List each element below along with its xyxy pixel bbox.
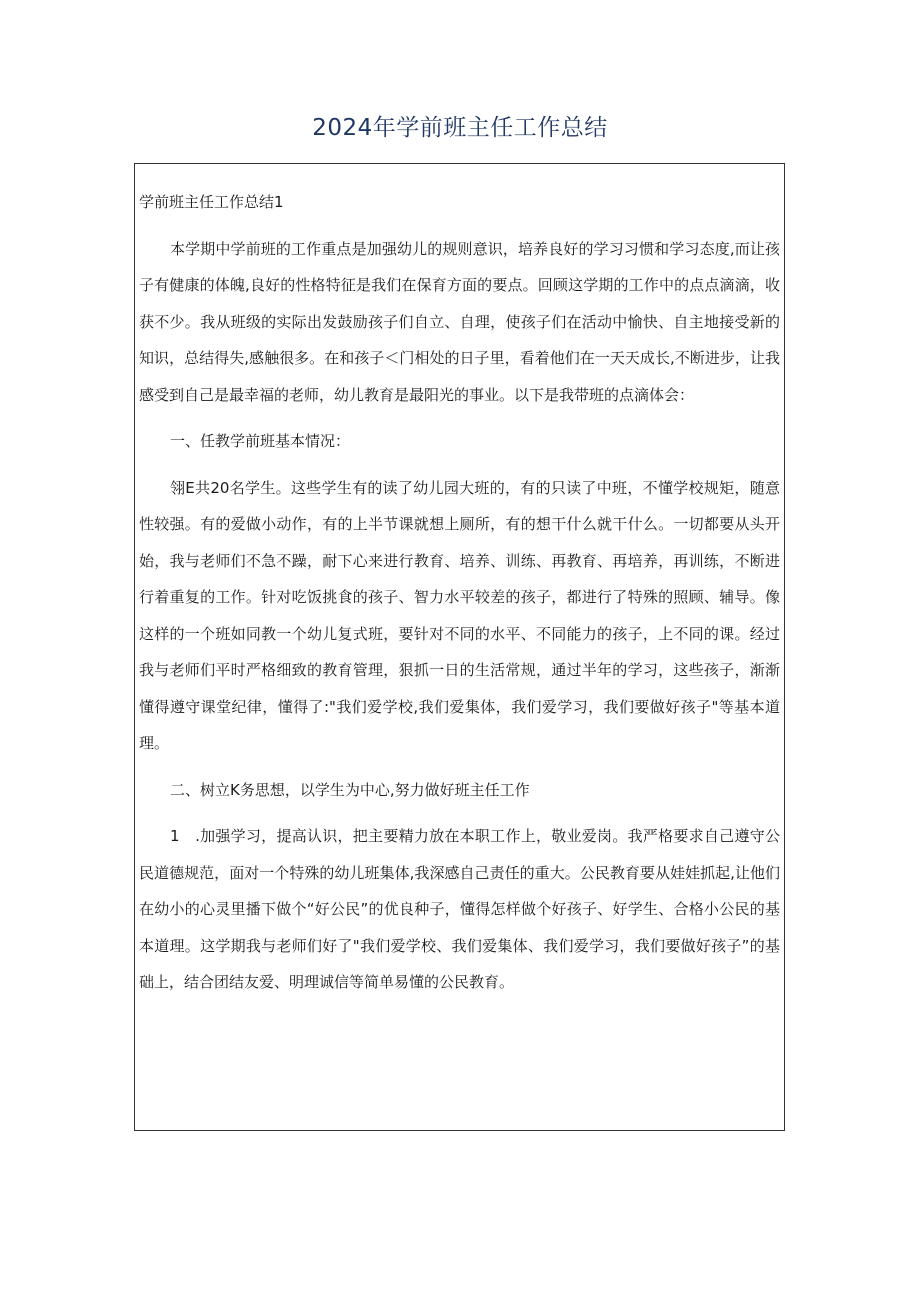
paragraph-study-item-1: 1 .加强学习，提高认识，把主要精力放在本职工作上，敬业爱岗。我严格要求自己遵守公民道德规范，面对一个特殊的幼儿班集体,我深感自己责任的重大。公民教育要从娃娃抓起,让他们在幼小的心灵里播下做个“好公民”的优良种子，懂得怎样做个好孩子、好学生、合格小公民的基本道理。这学期我与老师们好了"我们爱学校、我们爱集体、我们爱学习，我们要做好孩子”的基础上，结合团结友爱、明理诚信等简单易懂的公民教育。	[139, 827, 780, 991]
section-subtitle: 学前班主任工作总结1	[139, 193, 284, 211]
document-title: 2024年学前班主任工作总结	[312, 115, 608, 141]
paragraph-class-situation: 翎E共20名学生。这些学生有的读了幼儿园大班的，有的只读了中班，不懂学校规矩，随意性较强。有的爱做小动作，有的上半节课就想上厕所，有的想干什么就干什么。一切都要从头开始，我与老师们不急不躁，耐下心来进行教育、培养、训练、再教育、再培养，再训练，不断进行着重复的工作。针对吃饭挑食的孩子、智力水平较差的孩子，都进行了特殊的照顾、辅导。像这样的一个班如同教一个幼儿复式班，要针对不同的水平、不同能力的孩子，上不同的课。经过我与老师们平时严格细致的教育管理，狠抓一日的生活常规，通过半年的学习，这些孩子，渐渐懂得遵守课堂纪律，懂得了:"我们爱学校,我们爱集体，我们爱学习，我们要做好孩子"等基本道理。	[139, 478, 780, 752]
paragraph-intro: 本学期中学前班的工作重点是加强幼儿的规则意识，培养良好的学习习惯和学习态度,而让孩子有健康的体魄,良好的性格特征是我们在保育方面的要点。回顾这学期的工作中的点点滴滴，收获不少。我从班级的实际出发鼓励孩子们自立、自理，使孩子们在活动中愉快、自主地接受新的知识，总结得失,感触很多。在和孩子＜门相处的日子里，看着他们在一天天成长,不断进步，让我感受到自己是最幸福的老师，幼儿教育是最阳光的事业。以下是我带班的点滴体会：	[139, 239, 780, 404]
heading-section-2: 二、树立K务思想，以学生为中心,努力做好班主任工作	[170, 780, 530, 799]
content-box	[134, 163, 785, 1131]
heading-section-1: 一、任教学前班基本情况：	[170, 432, 351, 450]
